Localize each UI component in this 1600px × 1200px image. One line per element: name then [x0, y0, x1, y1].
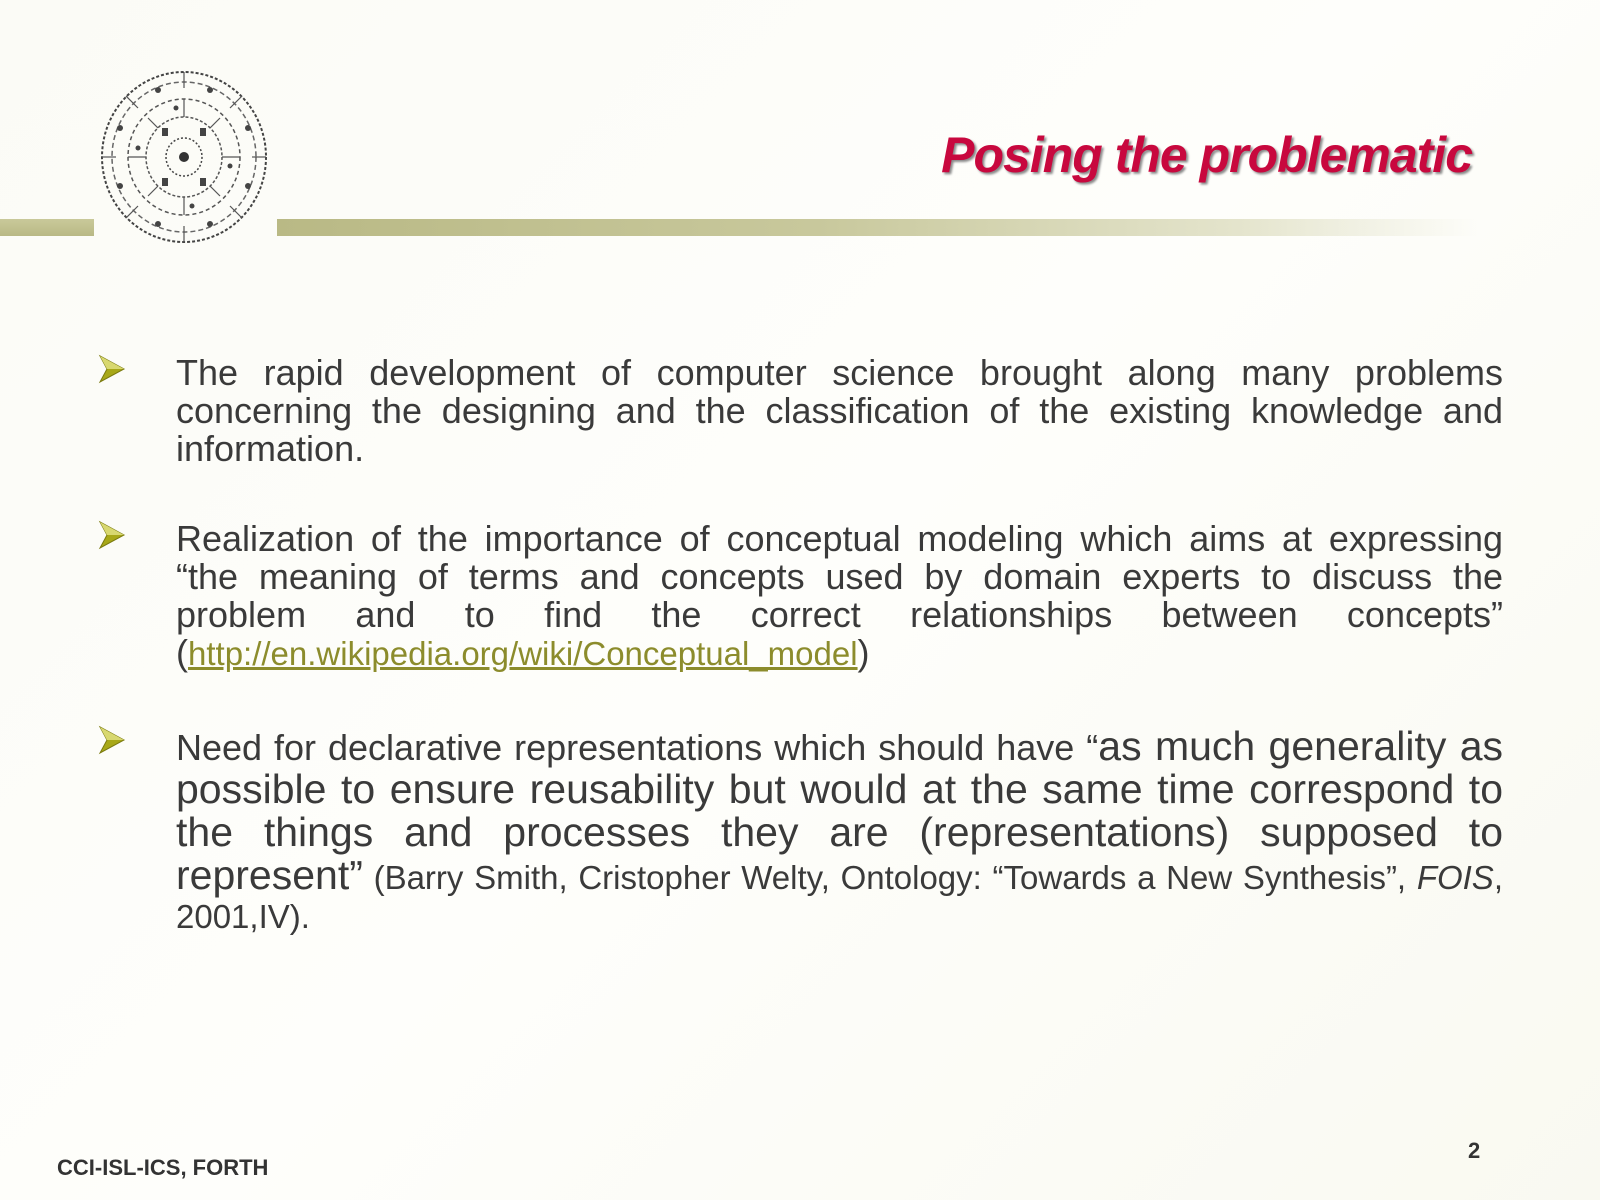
header-rule-right [277, 219, 1477, 236]
bullet-text-lead: Need for declarative representations which should have “ [176, 727, 1099, 768]
wikipedia-link[interactable]: http://en.wikipedia.org/wiki/Conceptual_model [188, 635, 858, 672]
phaistos-disc-logo [98, 68, 270, 246]
header-rule-left [0, 219, 94, 236]
citation-tail: , 2001,IV). [176, 859, 1503, 935]
bullet-text [176, 725, 1503, 936]
arrowhead-bullet-icon [98, 520, 126, 550]
arrowhead-bullet-icon [98, 354, 126, 384]
citation-venue: FOIS [1416, 859, 1494, 896]
quoted-text: as much generality as possible to ensure reusability but would at the same time correspond to the things and processes they are (representations) supposed to represent” [176, 723, 1503, 898]
bullet-list [98, 354, 1503, 988]
arrowhead-bullet-icon [98, 725, 126, 755]
bullet-text-lead: Realization of the importance of conceptual modeling which aims at expressing “the meaning of terms and concepts used by domain experts to discuss the problem and to find the correct relationships between concepts” ( [176, 518, 1503, 673]
slide-title: Posing the problematic [941, 127, 1472, 183]
bullet-text [176, 520, 1503, 673]
bullet-item [98, 725, 1503, 936]
bullet-text: The rapid development of computer science brought along many problems concerning the designing and the classification of the existing knowledge and information. [176, 352, 1503, 469]
page-number: 2 [1468, 1138, 1481, 1163]
citation-text: (Barry Smith, Cristopher Welty, Ontology: “Towards a New Synthesis”, [362, 859, 1417, 896]
bullet-item [98, 520, 1503, 673]
bullet-item [98, 354, 1503, 468]
bullet-text-tail: ) [857, 632, 870, 673]
footer-organization: CCI-ISL-ICS, FORTH [57, 1155, 269, 1180]
